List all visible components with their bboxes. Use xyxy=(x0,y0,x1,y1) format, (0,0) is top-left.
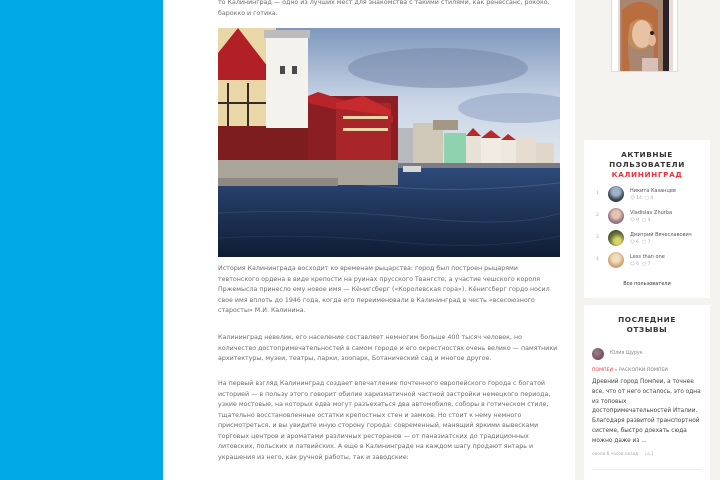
active-users-city: КАЛИНИНГРАД xyxy=(611,170,683,179)
reviews-icon: ☺ xyxy=(630,218,635,223)
user-avatar[interactable] xyxy=(608,252,624,268)
left-background-panel xyxy=(0,0,163,480)
latest-reviews-title-line2: ОТЗЫВЫ xyxy=(626,325,668,334)
comments-icon: ▢ xyxy=(641,262,647,267)
user-rank: 3 xyxy=(596,235,599,240)
active-users-widget xyxy=(584,140,710,298)
reviews-icon: ☺ xyxy=(630,262,635,267)
active-users-title-line1: АКТИВНЫЕ xyxy=(621,150,673,159)
user-list-item[interactable] xyxy=(584,230,710,250)
user-rank: 4 xyxy=(596,257,599,262)
review-likes: 1 xyxy=(650,452,654,457)
user-list-item[interactable] xyxy=(584,208,710,228)
article-paragraph: На первый взгляд Калининград создает впечатление почтенного европейского города с богатой историей — в пользу этого говорит обилие харизматичной частной застройки немецкого периода, узкие мостовые, на которых едва могут разъехаться два автомобиля, соборы в готическом стиле, тщательно восстановленные остатки крепостных стен и замков. Но стоит к нему немного присмотреться, и вы увидите иную сторону города: современный, манящий яркими вывесками торговых центров и ароматами различных ресторанов — от паназиатских до традиционных литовских, польских и латвийских. А еще в Калининграде на каждом шагу продают янтарь и украшения из него, как ручной работы, так и заводские: xyxy=(218,380,551,461)
user-stats xyxy=(630,262,650,267)
user-stats xyxy=(630,240,650,245)
comments-icon: ▢ xyxy=(644,196,650,201)
right-sidebar xyxy=(580,0,720,480)
thumbs-up-icon[interactable]: 👍︎ xyxy=(644,452,650,457)
active-users-title-line2: ПОЛЬЗОВАТЕЛИ xyxy=(609,160,685,169)
reviews-count: 14 xyxy=(636,196,642,201)
user-avatar[interactable] xyxy=(608,230,624,246)
reviews-icon: ☺ xyxy=(630,240,635,245)
divider xyxy=(592,469,702,470)
comments-icon: ▢ xyxy=(641,240,647,245)
user-avatar[interactable] xyxy=(608,186,624,202)
all-users-link[interactable]: Все пользователи xyxy=(623,281,671,287)
user-name[interactable]: Дмитрий Вячеславович xyxy=(630,232,692,238)
article-paragraph: История Калининграда восходит ко временам рыцарства: город был построен рыцарями тевтонского ордена в виде крепости на руинах прусского Твангсте, а участие чешского короля Пржемысла принесло ему новое имя — Кёнигсберг («Королевская гора»). Кёнигсберг гордо носил свое имя вплоть до 1946 года, когда его переименовали в Калининград в честь «всесоюзного старосты» М.И. Калинина. xyxy=(218,265,550,314)
photo-illustration xyxy=(218,28,560,257)
article-content xyxy=(163,0,575,480)
ad-woman-image xyxy=(612,0,678,72)
kaliningrad-photo xyxy=(218,28,560,257)
latest-reviews-title-line1: ПОСЛЕДНИЕ xyxy=(618,315,676,324)
breadcrumb-separator: » xyxy=(613,368,619,373)
user-name[interactable]: Никита Казанцев xyxy=(630,188,676,194)
review-time: около 6 часов назад xyxy=(592,452,639,457)
comments-count: 4 xyxy=(647,218,651,223)
latest-reviews-widget xyxy=(584,305,710,480)
review-place-link[interactable]: РАСКОПКИ ПОМПЕИ xyxy=(618,368,668,373)
review-city-link[interactable]: ПОМПЕИ xyxy=(592,368,614,373)
comments-count: 7 xyxy=(647,240,651,245)
user-rank: 2 xyxy=(596,213,599,218)
user-stats xyxy=(630,196,653,201)
user-list-item[interactable] xyxy=(584,186,710,206)
comments-count: 4 xyxy=(650,196,654,201)
review-location xyxy=(592,368,668,373)
advertisement-banner[interactable] xyxy=(611,0,678,72)
user-list-item[interactable] xyxy=(584,252,710,272)
user-rank: 1 xyxy=(596,191,599,196)
reviews-count: 6 xyxy=(636,262,640,267)
reviews-icon: ☺ xyxy=(630,196,635,201)
active-users-title xyxy=(584,140,710,180)
article-paragraph: Калининград невелик, его население составляет немногим больше 400 тысяч человек, но количество достопримечательностей в самом городе и его окрестностях очень велико — памятники архитектуры, музеи, театры, парки, зоопарк, Ботанический сад и многое другое. xyxy=(218,334,558,362)
article-intro-tail: то Калининград — одно из лучших мест для знакомства с такими стилями, как ренессанс, рококо, барокко и готика. xyxy=(218,0,550,17)
comments-icon: ▢ xyxy=(641,218,647,223)
user-avatar[interactable] xyxy=(608,208,624,224)
comments-count: 7 xyxy=(647,262,651,267)
reviews-count: 9 xyxy=(636,218,640,223)
user-name[interactable]: Less than one xyxy=(630,254,665,260)
user-name[interactable]: Vladislav Zhurba xyxy=(630,210,673,216)
reviews-count: 6 xyxy=(636,240,640,245)
review-author-name[interactable]: Юлия Щурук xyxy=(610,351,643,356)
review-meta xyxy=(592,452,654,457)
review-text[interactable]: Древний город Помпеи, а точнее все, что от него осталось, это одна из топовых достопримечательностей Италии. Благодаря развитой транспортной системе, быстро доехать сюда можно даже из ... xyxy=(592,379,701,444)
user-stats xyxy=(630,218,650,223)
review-author-avatar[interactable] xyxy=(592,348,604,360)
latest-reviews-title xyxy=(584,305,710,335)
